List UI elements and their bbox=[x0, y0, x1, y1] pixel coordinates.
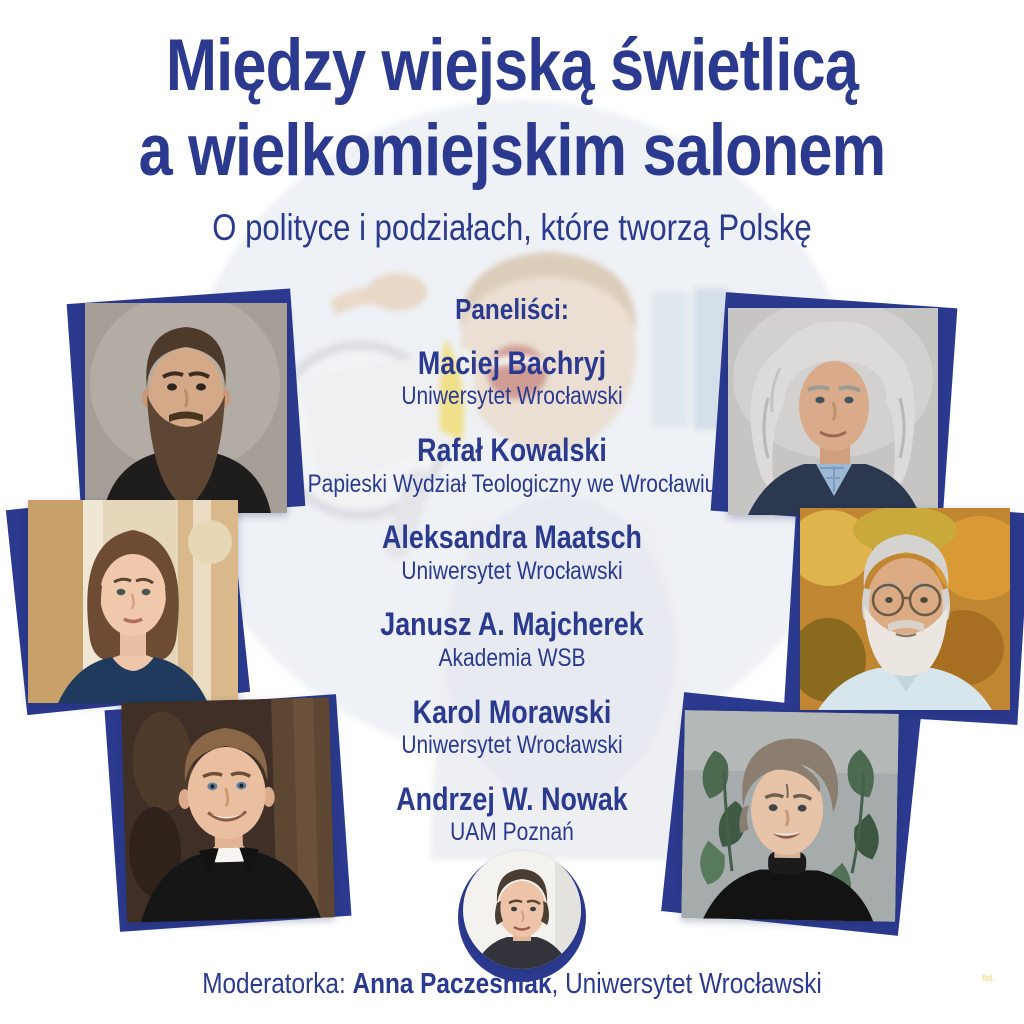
panelist-name: Rafał Kowalski bbox=[417, 432, 607, 469]
panelist-entry bbox=[82, 431, 942, 498]
panelist-affiliation: Uniwersytet Wrocławski bbox=[401, 382, 623, 411]
photo-credit-watermark: fot. bbox=[982, 973, 996, 983]
panelist-name: Andrzej W. Nowak bbox=[396, 780, 628, 817]
panelist-entry bbox=[82, 605, 942, 672]
title-line-2: a wielkomiejskim salonem bbox=[138, 109, 886, 191]
moderator-name: Anna Pacześniak bbox=[352, 968, 552, 1000]
panelist-name: Aleksandra Maatsch bbox=[382, 519, 642, 556]
panelist-entry bbox=[82, 518, 942, 585]
panelist-entry bbox=[82, 344, 942, 411]
title-line-1: Między wiejską świetlicą bbox=[165, 25, 859, 106]
moderator-caption bbox=[82, 968, 942, 1001]
panelists-heading: Paneliści: bbox=[455, 294, 569, 326]
moderator-affiliation: , Uniwersytet Wrocławski bbox=[551, 968, 822, 1000]
panelists-list bbox=[82, 294, 942, 867]
poster-subtitle: O polityce i podziałach, które tworzą Polskę bbox=[212, 207, 812, 248]
panelist-entry bbox=[82, 693, 942, 760]
panelist-entry bbox=[82, 780, 942, 847]
panelist-name: Maciej Bachryj bbox=[417, 345, 607, 381]
panelist-name: Janusz A. Majcherek bbox=[380, 606, 644, 643]
panelist-name: Karol Morawski bbox=[412, 693, 612, 730]
panelist-affiliation: UAM Poznań bbox=[450, 818, 574, 847]
moderator-photo bbox=[463, 851, 581, 969]
moderator-label: Moderatorka: bbox=[202, 968, 353, 1000]
panelist-affiliation: Akademia WSB bbox=[438, 643, 586, 672]
panelist-affiliation: Uniwersytet Wrocławski bbox=[401, 730, 623, 759]
poster-title bbox=[82, 24, 942, 193]
panelist-affiliation: Papieski Wydział Teologiczny we Wrocławiu bbox=[307, 469, 717, 498]
panelist-affiliation: Uniwersytet Wrocławski bbox=[401, 556, 623, 585]
